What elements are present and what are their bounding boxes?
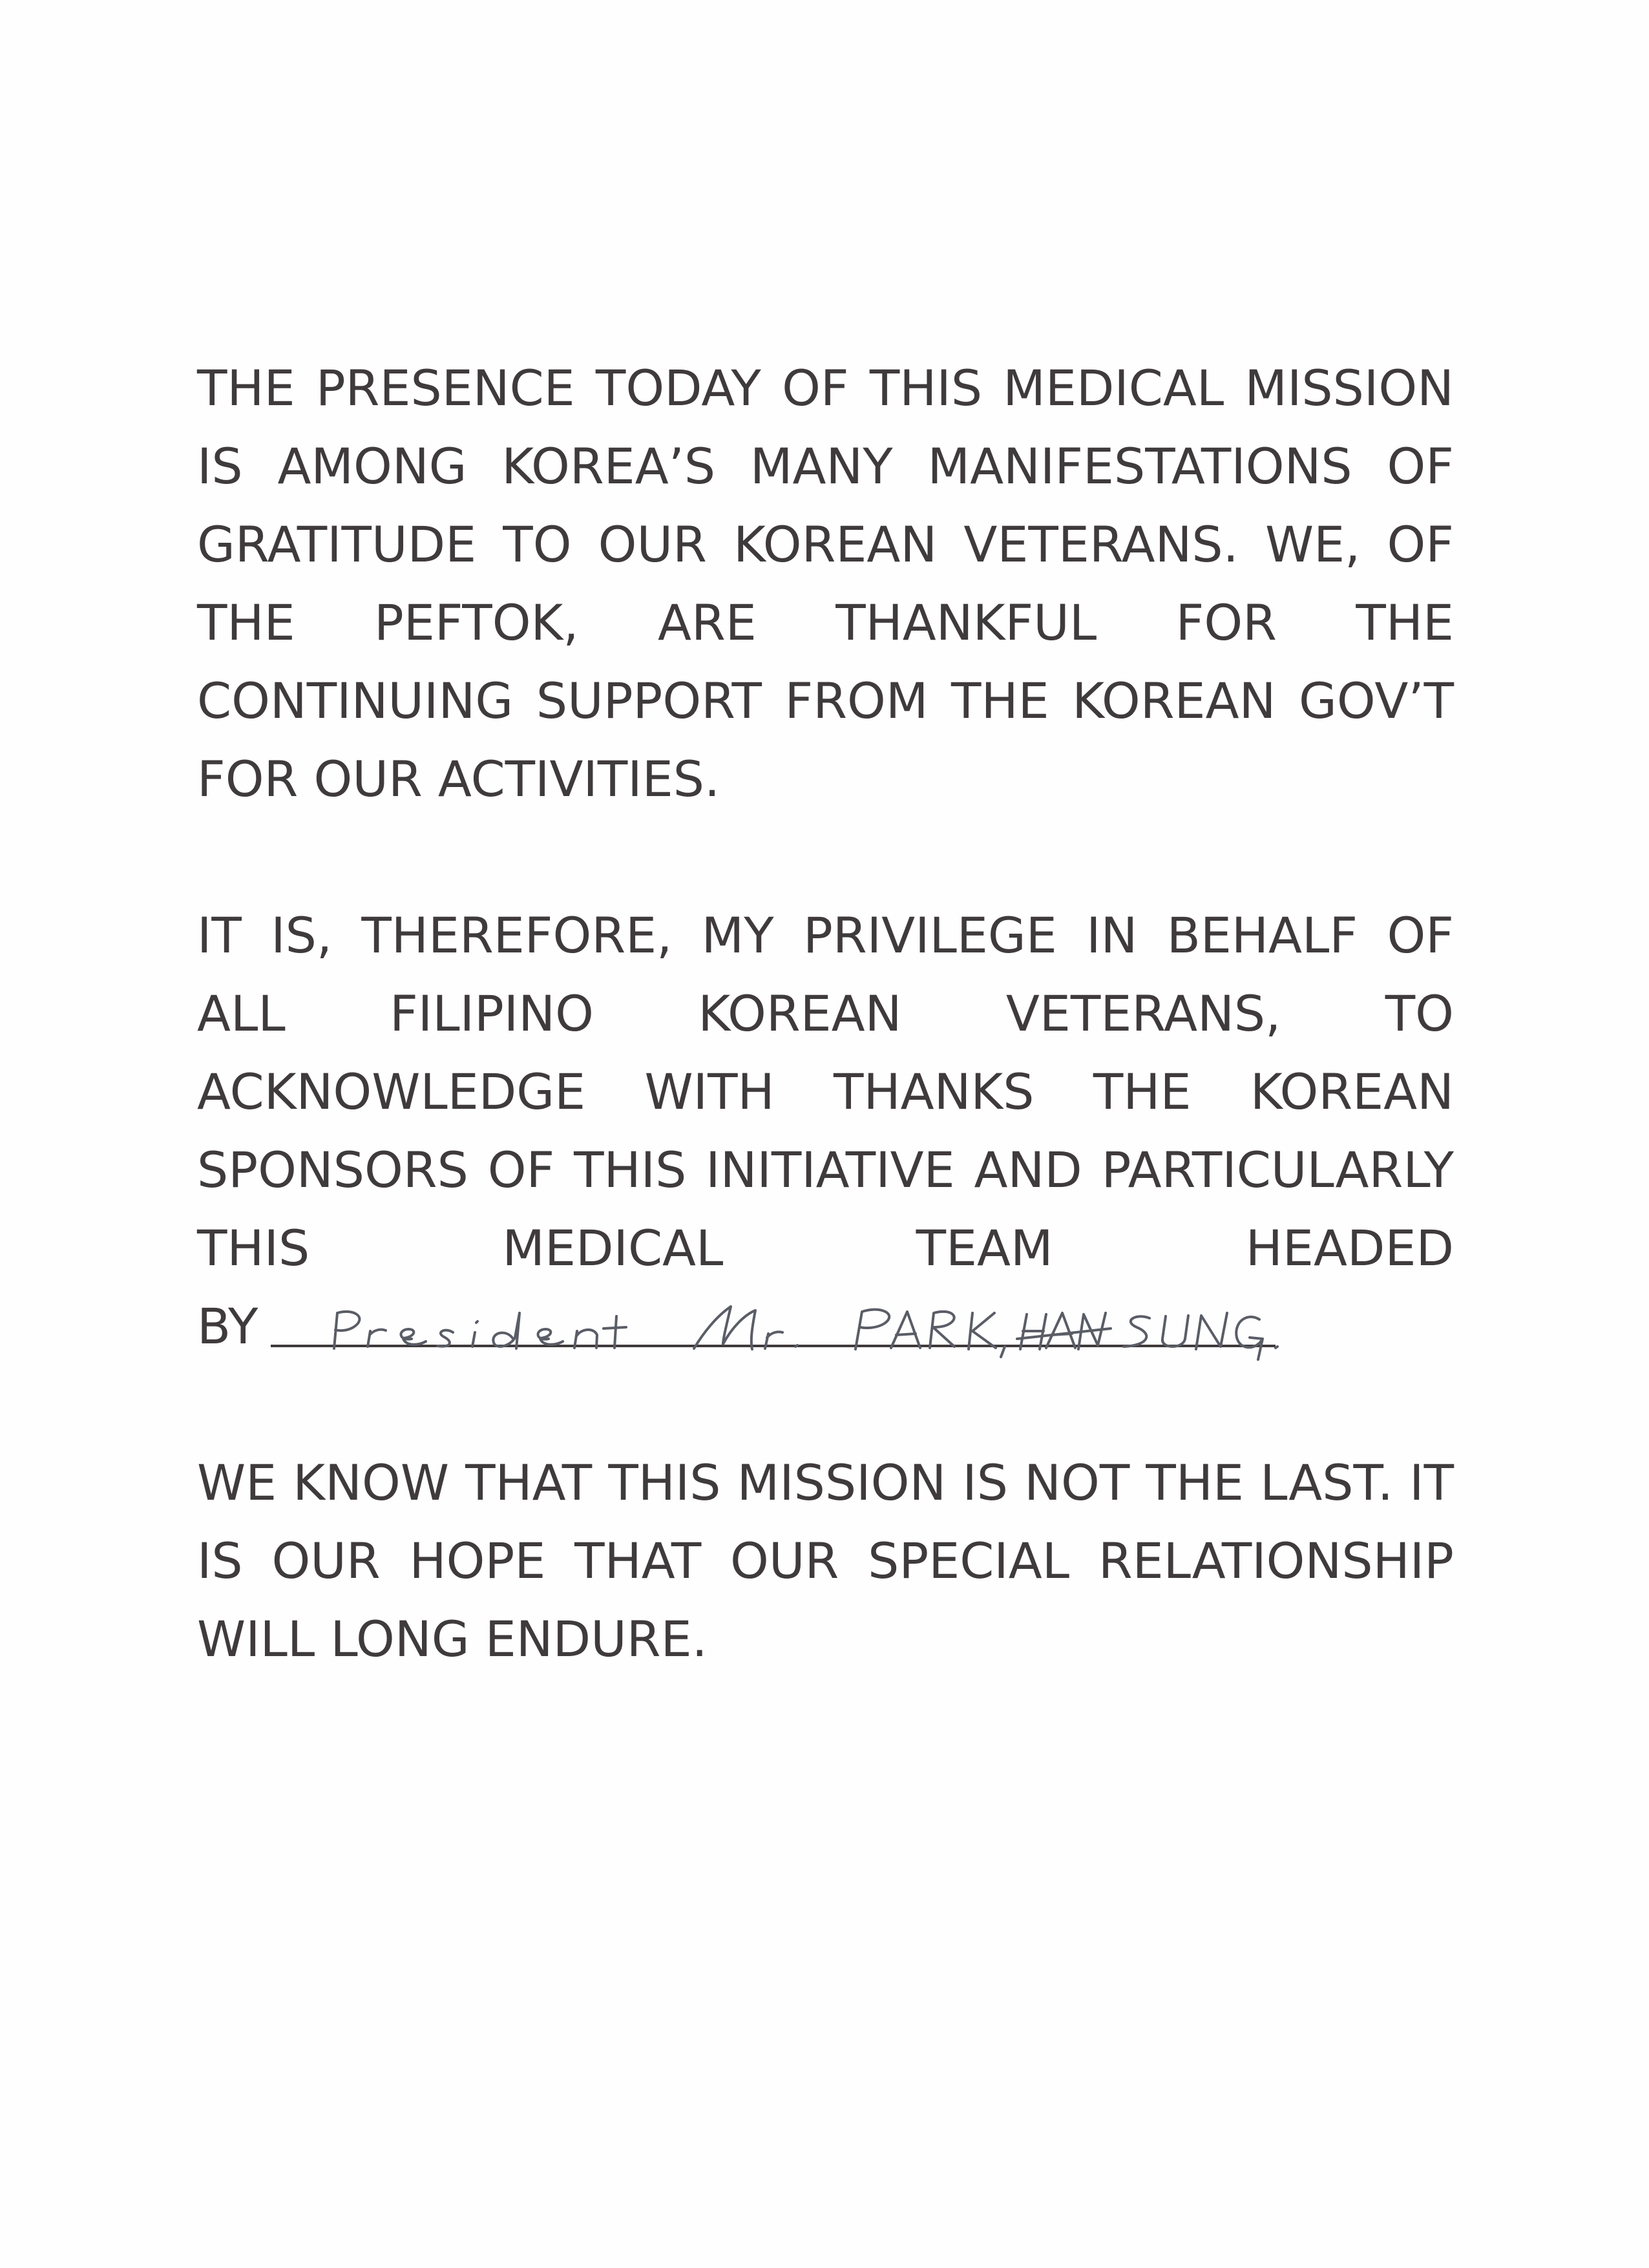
handwritten-signature-field bbox=[271, 1287, 1276, 1365]
paragraph-3: WE KNOW THAT THIS MISSION IS NOT THE LAST. IT IS OUR HOPE THAT OUR SPECIAL RELATIONSHIP WILL LONG ENDURE. bbox=[197, 1454, 1454, 1668]
document-body bbox=[197, 349, 1454, 1678]
paragraph-2: IT IS, THEREFORE, MY PRIVILEGE IN BEHALF OF ALL FILIPINO KOREAN VETERANS, TO ACKNOWLEDGE WITH THANKS THE KOREAN SPONSORS OF THIS INITIATIVE AND PARTICULARLY THIS MEDICAL TEAM HEADED bbox=[197, 907, 1454, 1277]
paragraph-1: THE PRESENCE TODAY OF THIS MEDICAL MISSION IS AMONG KOREA’S MANY MANIFESTATIONS OF GRATITUDE TO OUR KOREAN VETERANS. WE, OF THE PEFTOK, ARE THANKFUL FOR THE CONTINUING SUPPORT FROM THE KOREAN GOV’T FOR OUR ACTIVITIES. bbox=[197, 359, 1454, 808]
by-line bbox=[197, 1287, 1454, 1365]
handwritten-name-signature bbox=[271, 1287, 1305, 1365]
by-label: BY bbox=[197, 1297, 258, 1355]
